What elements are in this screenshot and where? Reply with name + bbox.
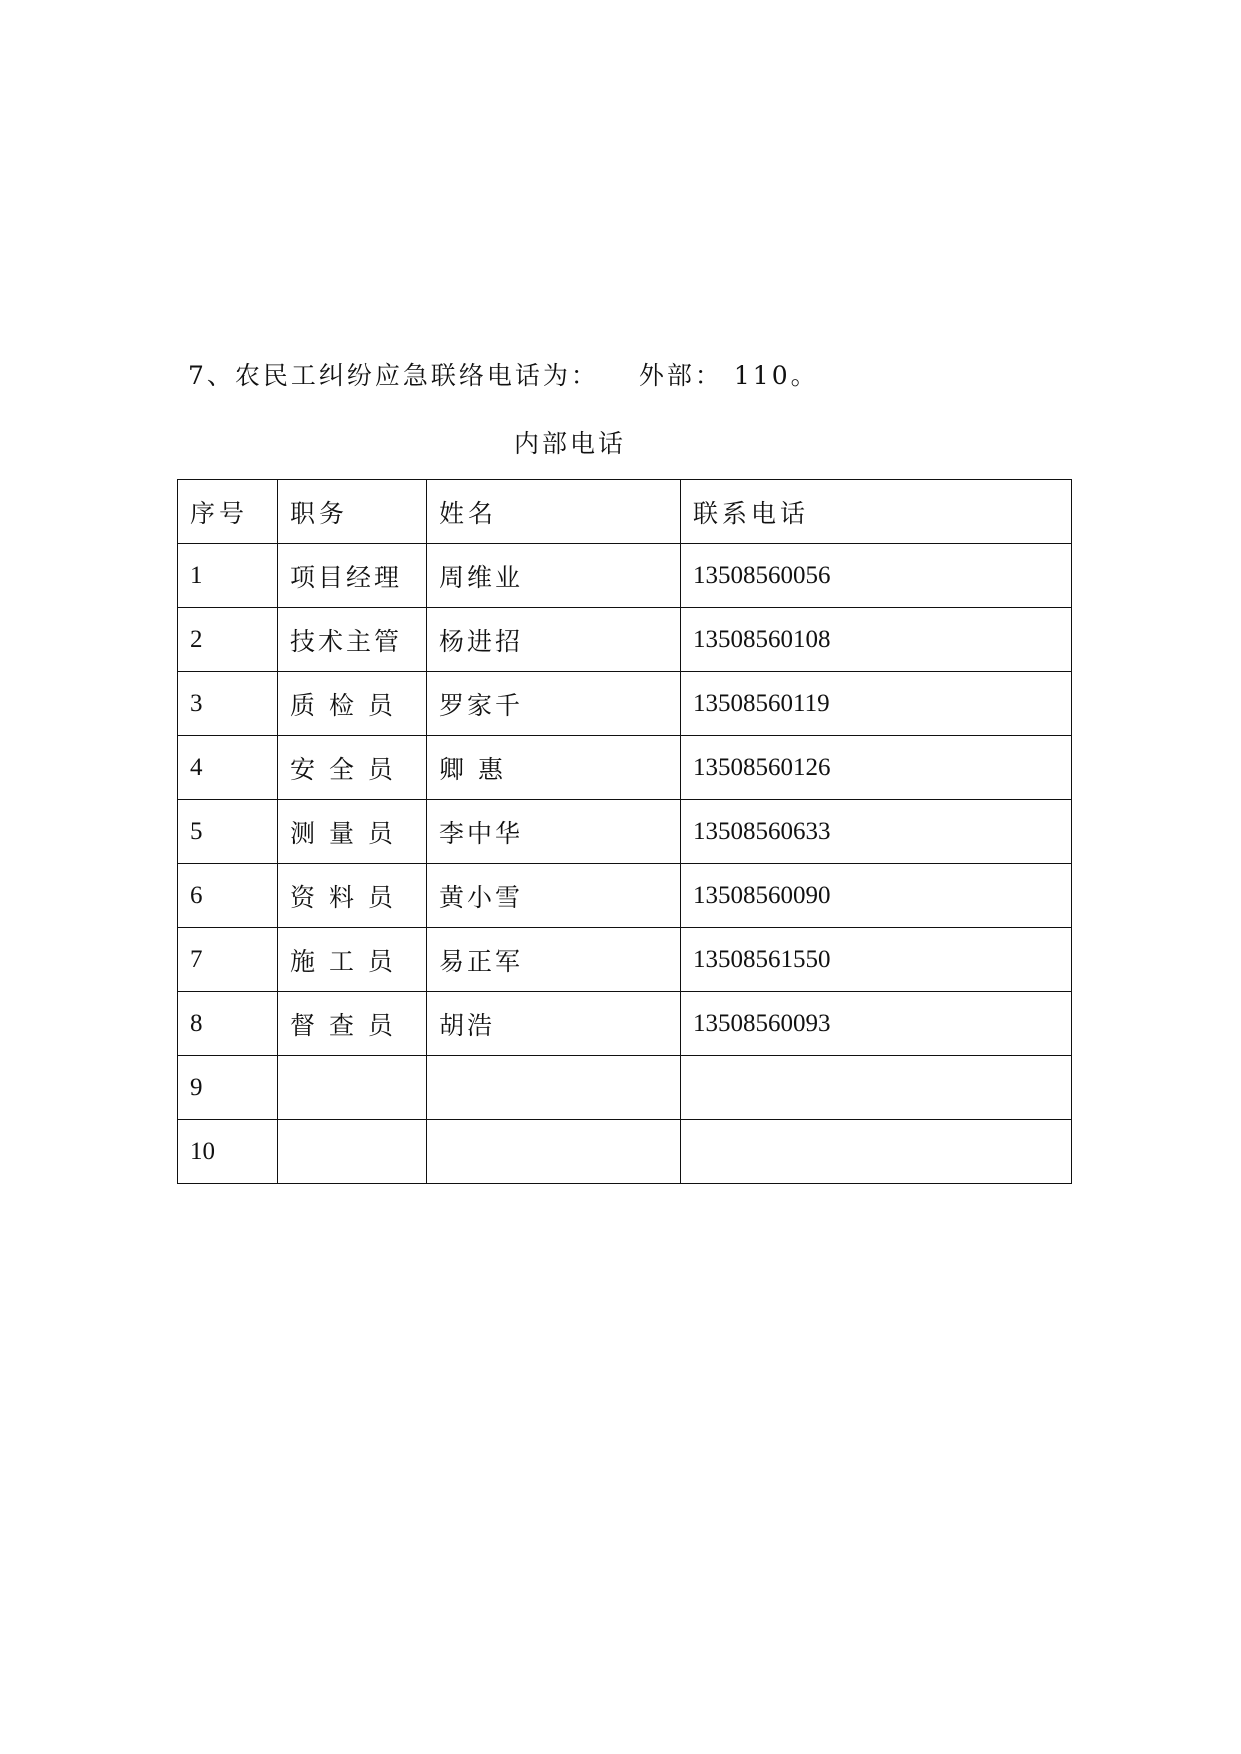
table-row xyxy=(178,864,1072,928)
row-role: 质 检 员 xyxy=(278,672,427,736)
table-row xyxy=(178,672,1072,736)
row-seq: 7 xyxy=(178,928,278,992)
row-name xyxy=(427,1056,681,1120)
row-name: 胡浩 xyxy=(427,992,681,1056)
row-seq: 1 xyxy=(178,544,278,608)
header-seq: 序号 xyxy=(178,480,278,544)
row-phone: 13508560090 xyxy=(681,864,1072,928)
row-role: 资 料 员 xyxy=(278,864,427,928)
table-row xyxy=(178,608,1072,672)
row-seq: 9 xyxy=(178,1056,278,1120)
table-row xyxy=(178,992,1072,1056)
external-label: 外部： xyxy=(638,361,723,390)
row-name: 罗家千 xyxy=(427,672,681,736)
row-name: 杨进招 xyxy=(427,608,681,672)
table-row xyxy=(178,736,1072,800)
row-name: 周维业 xyxy=(427,544,681,608)
table-row xyxy=(178,1056,1072,1120)
row-name: 易正军 xyxy=(427,928,681,992)
row-phone: 13508560093 xyxy=(681,992,1072,1056)
row-seq: 5 xyxy=(178,800,278,864)
row-phone xyxy=(681,1056,1072,1120)
row-name: 李中华 xyxy=(427,800,681,864)
row-role: 施 工 员 xyxy=(278,928,427,992)
table-header-row xyxy=(178,480,1072,544)
table-row xyxy=(178,928,1072,992)
row-seq: 6 xyxy=(178,864,278,928)
row-phone: 13508560056 xyxy=(681,544,1072,608)
row-phone xyxy=(681,1120,1072,1184)
header-role: 职务 xyxy=(278,480,427,544)
row-seq: 8 xyxy=(178,992,278,1056)
row-name: 卿 惠 xyxy=(427,736,681,800)
row-role: 测 量 员 xyxy=(278,800,427,864)
emergency-contact-label: 7、农民工纠纷应急联络电话为： xyxy=(188,361,599,390)
row-seq: 3 xyxy=(178,672,278,736)
row-phone: 13508560126 xyxy=(681,736,1072,800)
external-number: 110。 xyxy=(733,361,819,390)
table-row xyxy=(178,1120,1072,1184)
row-phone: 13508560119 xyxy=(681,672,1072,736)
row-role xyxy=(278,1120,427,1184)
row-role xyxy=(278,1056,427,1120)
row-role: 安 全 员 xyxy=(278,736,427,800)
emergency-contact-line xyxy=(188,356,819,392)
row-seq: 4 xyxy=(178,736,278,800)
table-body xyxy=(178,480,1072,1184)
row-phone: 13508560633 xyxy=(681,800,1072,864)
row-phone: 13508561550 xyxy=(681,928,1072,992)
header-phone: 联系电话 xyxy=(681,480,1072,544)
row-seq: 10 xyxy=(178,1120,278,1184)
row-name xyxy=(427,1120,681,1184)
table-row xyxy=(178,544,1072,608)
table-row xyxy=(178,800,1072,864)
row-role: 项目经理 xyxy=(278,544,427,608)
row-phone: 13508560108 xyxy=(681,608,1072,672)
row-role: 技术主管 xyxy=(278,608,427,672)
row-name: 黄小雪 xyxy=(427,864,681,928)
internal-phone-table xyxy=(177,479,1072,1184)
row-role: 督 查 员 xyxy=(278,992,427,1056)
table-caption: 内部电话 xyxy=(513,429,626,458)
row-seq: 2 xyxy=(178,608,278,672)
header-name: 姓名 xyxy=(427,480,681,544)
